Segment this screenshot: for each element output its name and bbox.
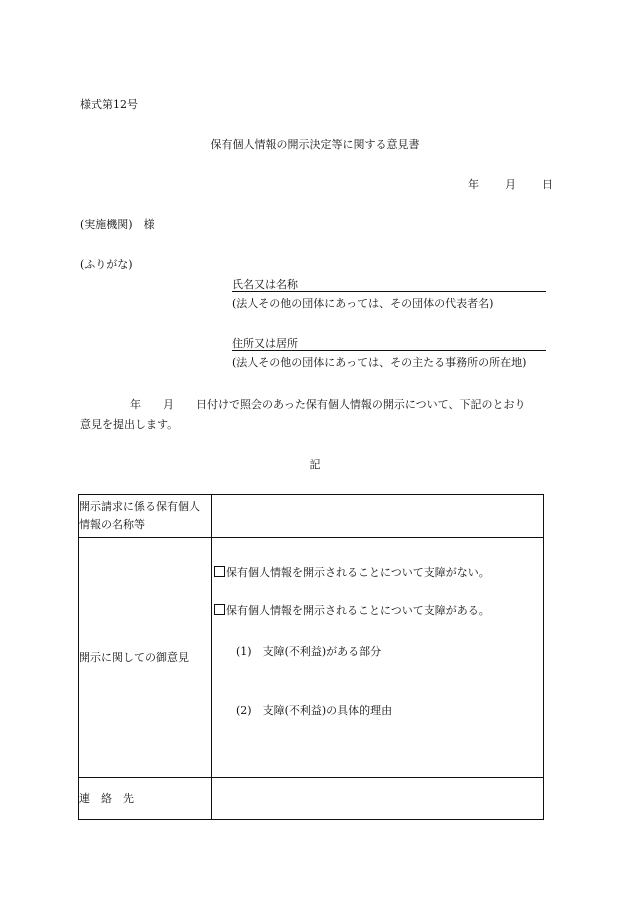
- address-field-label: 住所又は居所: [232, 337, 298, 350]
- name-field-line[interactable]: [232, 291, 546, 292]
- date-month: 月: [505, 178, 516, 191]
- address-field-line[interactable]: [232, 350, 546, 351]
- checkbox-icon[interactable]: [214, 604, 225, 615]
- checkbox-icon[interactable]: [214, 566, 225, 577]
- page-title: 保有個人情報の開示決定等に関する意見書: [210, 138, 420, 151]
- date-year: 年: [468, 178, 479, 191]
- body-text-line2: 意見を提出します。: [80, 418, 179, 431]
- opinion-label: 開示に関しての御意見: [79, 538, 212, 778]
- body-text-line1: 年 月 日付けで照会のあった保有個人情報の開示について、下記のとおり: [130, 398, 526, 411]
- recipient: (実施機関) 様: [80, 218, 155, 231]
- info-name-value-cell[interactable]: [212, 495, 544, 538]
- sub-item-2: (2) 支障(不利益)の具体的理由: [236, 704, 393, 717]
- address-field-note: (法人その他の団体にあっては、その主たる事務所の所在地): [232, 356, 527, 369]
- option-objection-label: 保有個人情報を開示されることについて支障がある。: [226, 604, 490, 617]
- option-no-objection[interactable]: [214, 564, 490, 580]
- furigana-label: (ふりがな): [80, 258, 133, 271]
- table-row: [79, 495, 544, 538]
- table-row: [79, 538, 544, 778]
- date-line: [468, 179, 553, 190]
- date-day: 日: [542, 178, 553, 191]
- contact-label: 連 絡 先: [79, 778, 212, 820]
- sub-item-1: (1) 支障(不利益)がある部分: [236, 645, 382, 658]
- opinion-cell: [212, 538, 544, 778]
- info-name-label-cell: [79, 495, 212, 538]
- name-field-note: (法人その他の団体にあっては、その団体の代表者名): [232, 297, 494, 310]
- info-name-label-a: 開示請求に係る保有個人: [79, 500, 200, 513]
- name-field-label: 氏名又は名称: [232, 278, 298, 291]
- option-no-objection-label: 保有個人情報を開示されることについて支障がない。: [226, 566, 490, 579]
- contact-value-cell[interactable]: [212, 778, 544, 820]
- info-name-label-b: 情報の名称等: [79, 518, 145, 531]
- opinion-table: [78, 494, 544, 820]
- option-objection[interactable]: [214, 602, 490, 618]
- form-number: 様式第12号: [80, 98, 138, 111]
- table-row: [79, 778, 544, 820]
- ki-heading: 記: [309, 458, 321, 471]
